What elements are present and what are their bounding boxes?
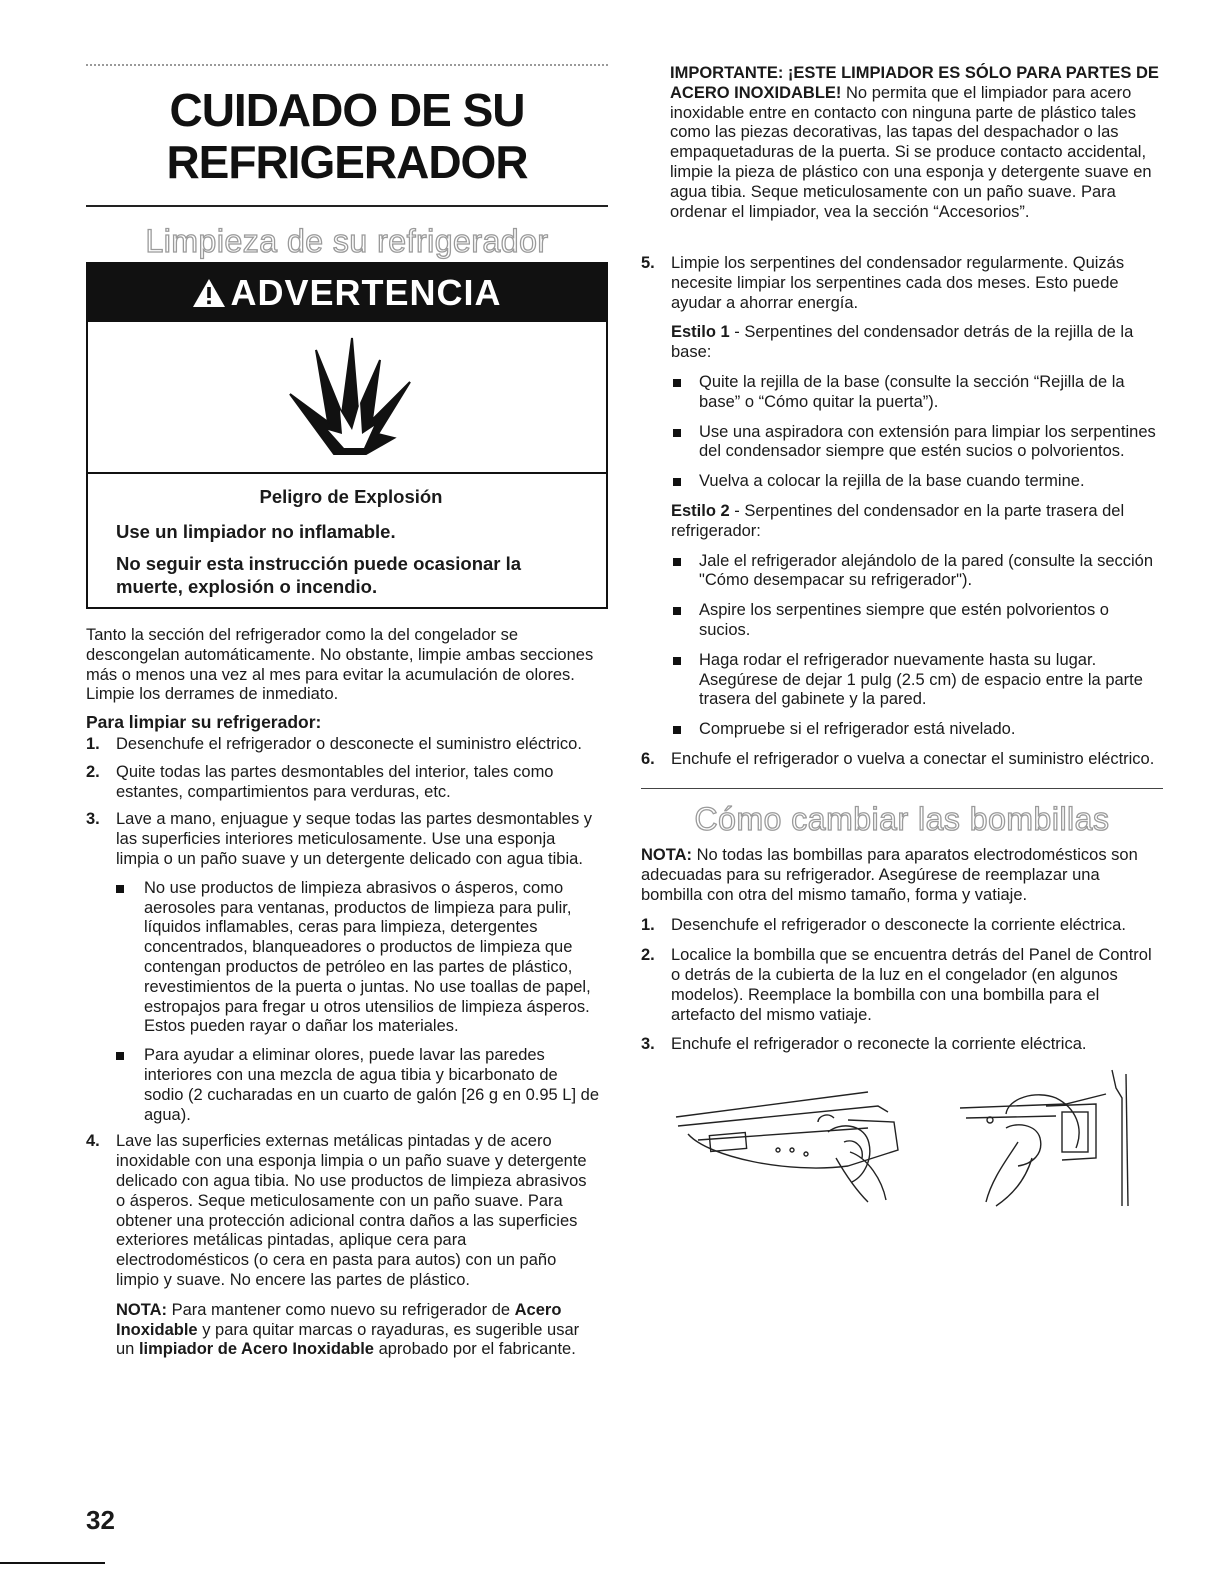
step-text: Lave las superficies externas metálicas pintadas y de acero inoxidable con una esponja limpia o un paño suave y detergente delicado con agua tibia. No use productos de limpieza abrasivos o ásperos. Seque meticulosamente con un paño suave. Para obtener una protección adicional contra daños a las superficies exteriores metálicas pintadas, aplique cera para electrodomésticos (o cera en pasta para autos) con un paño limpio y suave. No encere las partes de plástico. bbox=[116, 1132, 587, 1289]
section-heading-cleaning: Limpieza de su refrigerador bbox=[145, 223, 549, 259]
section-rule bbox=[641, 788, 1163, 789]
important-text: No permita que el limpiador para acero inoxidable entre en contacto con ninguna parte de plástico tales como las piezas decorativas, las tapas del despachador o las empaquetaduras de la puerta. Si se produce contacto accidental, limpie la pieza de plástico con una esponja y detergente suave en agua tibia. Seque meticulosamente con un paño suave. Para ordenar el limpiador, vea la sección “Accesorios”. bbox=[670, 83, 1152, 221]
warning-banner bbox=[88, 264, 606, 322]
bullet-item bbox=[641, 472, 1161, 492]
step-text: Enchufe el refrigerador o reconecte la corriente eléctrica. bbox=[671, 1035, 1087, 1054]
note-text: Para mantener como nuevo su refrigerador de bbox=[171, 1300, 511, 1319]
bullet-item bbox=[641, 552, 1161, 592]
bulb-section bbox=[641, 846, 1161, 1055]
bullet-square-icon bbox=[116, 885, 124, 893]
bullet-item bbox=[641, 423, 1161, 463]
bullet-square-icon bbox=[673, 657, 681, 665]
bullet-text: Quite la rejilla de la base (consulte la sección “Rejilla de la base” o “Cómo quitar la puerta”). bbox=[699, 372, 1125, 411]
clean-heading: Para limpiar su refrigerador: bbox=[86, 712, 322, 732]
explosion-icon bbox=[270, 330, 430, 460]
step-number: 1. bbox=[86, 735, 100, 753]
style-1-intro bbox=[641, 323, 1161, 363]
control-panel-bulb-illustration bbox=[668, 1062, 928, 1212]
important-paragraph bbox=[670, 64, 1160, 222]
freezer-bulb-illustration bbox=[946, 1068, 1146, 1208]
bullet-text: Aspire los serpentines siempre que estén polvorientos o sucios. bbox=[699, 601, 1109, 639]
step-text: Localice la bombilla que se encuentra detrás del Panel de Control o detrás de la cubierta de la luz en el congelador (en algunos modelos). Reemplace la bombilla con una bombilla para el artefacto del mismo vatiaje. bbox=[671, 946, 1152, 1024]
step-text: Quite todas las partes desmontables del interior, tales como estantes, compartimientos para verduras, etc. bbox=[116, 762, 554, 801]
warning-banner-label: ADVERTENCIA bbox=[230, 272, 502, 313]
step-item bbox=[86, 810, 600, 869]
step-item bbox=[86, 1132, 600, 1290]
step-text: Enchufe el refrigerador o vuelva a conectar el suministro eléctrico. bbox=[671, 749, 1155, 768]
bullet-text: Haga rodar el refrigerador nuevamente hasta su lugar. Asegúrese de dejar 1 pulg (2.5 cm) de espacio entre la parte trasera del gabinete y la pared. bbox=[699, 650, 1143, 709]
bullet-square-icon bbox=[673, 478, 681, 486]
condenser-steps bbox=[641, 254, 1161, 770]
step-item bbox=[641, 946, 1161, 1025]
page-title: CUIDADO DE SU REFRIGERADOR bbox=[166, 84, 528, 188]
warning-triangle-icon bbox=[192, 278, 226, 308]
step-number: 6. bbox=[641, 749, 655, 768]
step-item bbox=[641, 916, 1161, 936]
step-number: 3. bbox=[86, 810, 100, 829]
step-text: Limpie los serpentines del condensador regularmente. Quizás necesite limpiar los serpentines cada dos meses. Esto puede ayudar a ahorrar energía. bbox=[671, 254, 1125, 312]
step-number: 3. bbox=[641, 1035, 655, 1054]
step-item bbox=[86, 763, 600, 803]
step-number: 2. bbox=[641, 946, 655, 965]
step-item bbox=[641, 254, 1161, 313]
style-label: Estilo 2 bbox=[671, 501, 730, 520]
style-text: - Serpentines del condensador en la parte trasera del refrigerador: bbox=[671, 501, 1125, 540]
note-text: No todas las bombillas para aparatos electrodomésticos son adecuadas para su refrigerador. Asegúrese de reemplazar una bombilla con otra del mismo tamaño, forma y vatiaje. bbox=[641, 846, 1138, 904]
title-rule bbox=[86, 205, 608, 207]
step-item bbox=[86, 735, 600, 755]
warning-divider bbox=[88, 472, 606, 474]
warning-text bbox=[116, 486, 586, 608]
bullet-text: Use una aspiradora con extensión para limpiar los serpentines del condensador siempre que estén sucios o polvorientos. bbox=[699, 422, 1156, 461]
warning-box bbox=[86, 262, 608, 609]
note-text: aprobado por el fabricante. bbox=[378, 1340, 576, 1359]
bullet-square-icon bbox=[673, 607, 681, 615]
note-bold: Acero Inoxidable bbox=[116, 1300, 562, 1339]
footer-rule bbox=[0, 1562, 105, 1564]
note-label: NOTA: bbox=[641, 846, 693, 864]
bullet-item bbox=[641, 373, 1161, 413]
note-bold: limpiador de Acero Inoxidable bbox=[138, 1340, 374, 1359]
intro-text: Tanto la sección del refrigerador como la del congelador se descongelan automáticamente. No obstante, limpie ambas secciones más o menos una vez al mes para evitar la acumulación de olores. Limpie los derrames de inmediato. bbox=[86, 626, 594, 704]
step-item bbox=[641, 750, 1161, 770]
bulb-note bbox=[641, 846, 1161, 905]
bullet-square-icon bbox=[673, 726, 681, 734]
bullet-text: Para ayudar a eliminar olores, puede lavar las paredes interiores con una mezcla de agua tibia y bicarbonato de sodio (2 cucharadas en un cuarto de galón [26 g en 0.95 L] de agua). bbox=[144, 1046, 599, 1124]
note-text: y para quitar marcas o rayaduras, es sugerible usar un bbox=[116, 1320, 580, 1359]
note-label: NOTA: bbox=[116, 1300, 168, 1319]
step-text: Desenchufe el refrigerador o desconecte la corriente eléctrica. bbox=[671, 916, 1126, 935]
bullet-text: No use productos de limpieza abrasivos o ásperos, como aerosoles para ventanas, productos de limpieza para pulir, líquidos inflamables, ceras para limpieza, detergentes concentrados, blanqueadores o productos de limpieza que contengan productos de petróleo en las partes de plástico, revestimientos de la puerta o juntas. No use toallas de papel, estropajos para fregar u otros utensilios de limpieza ásperos. Estos pueden rayar o dañar los materiales. bbox=[144, 878, 591, 1036]
cleaning-steps bbox=[86, 735, 600, 1360]
bullet-text: Vuelva a colocar la rejilla de la base cuando termine. bbox=[699, 472, 1085, 491]
bullet-text: Compruebe si el refrigerador está nivelado. bbox=[699, 720, 1016, 739]
important-label: IMPORTANTE: ¡ESTE LIMPIADOR ES SÓLO PARA PARTES DE ACERO INOXIDABLE! bbox=[670, 64, 1159, 102]
bullet-square-icon bbox=[673, 379, 681, 387]
step-number: 2. bbox=[86, 762, 100, 781]
bullet-text: Jale el refrigerador alejándolo de la pared (consulte la sección "Cómo desempacar su refrigerador"). bbox=[699, 551, 1154, 590]
warning-line-1: Use un limpiador no inflamable. bbox=[116, 521, 396, 543]
bullet-item bbox=[86, 879, 600, 1037]
step-number: 1. bbox=[641, 916, 655, 935]
stainless-note bbox=[86, 1301, 600, 1360]
top-dotted-rule bbox=[86, 64, 608, 66]
intro-paragraph bbox=[86, 626, 608, 705]
bullet-item bbox=[641, 720, 1161, 740]
bullet-square-icon bbox=[673, 429, 681, 437]
step-number: 5. bbox=[641, 254, 655, 272]
hazard-title: Peligro de Explosión bbox=[259, 486, 443, 507]
bullet-item bbox=[641, 651, 1161, 710]
bullet-square-icon bbox=[673, 558, 681, 566]
warning-line-2: No seguir esta instrucción puede ocasionar la muerte, explosión o incendio. bbox=[116, 553, 522, 597]
step-text: Lave a mano, enjuague y seque todas las partes desmontables y las superficies interiores meticulosamente. Use una esponja limpia o un paño suave y un detergente delicado con agua tibia. bbox=[116, 810, 593, 868]
step-number: 4. bbox=[86, 1132, 100, 1151]
bullet-item bbox=[641, 601, 1161, 641]
step-item bbox=[641, 1035, 1161, 1055]
step-text: Desenchufe el refrigerador o desconecte el suministro eléctrico. bbox=[116, 735, 582, 753]
bullet-item bbox=[86, 1046, 600, 1125]
style-label: Estilo 1 bbox=[671, 323, 730, 342]
bullet-square-icon bbox=[116, 1052, 124, 1060]
style-text: - Serpentines del condensador detrás de la rejilla de la base: bbox=[671, 323, 1134, 362]
section-heading-bulbs: Cómo cambiar las bombillas bbox=[694, 801, 1110, 837]
style-2-intro bbox=[641, 502, 1161, 542]
page-number: 32 bbox=[86, 1505, 115, 1535]
